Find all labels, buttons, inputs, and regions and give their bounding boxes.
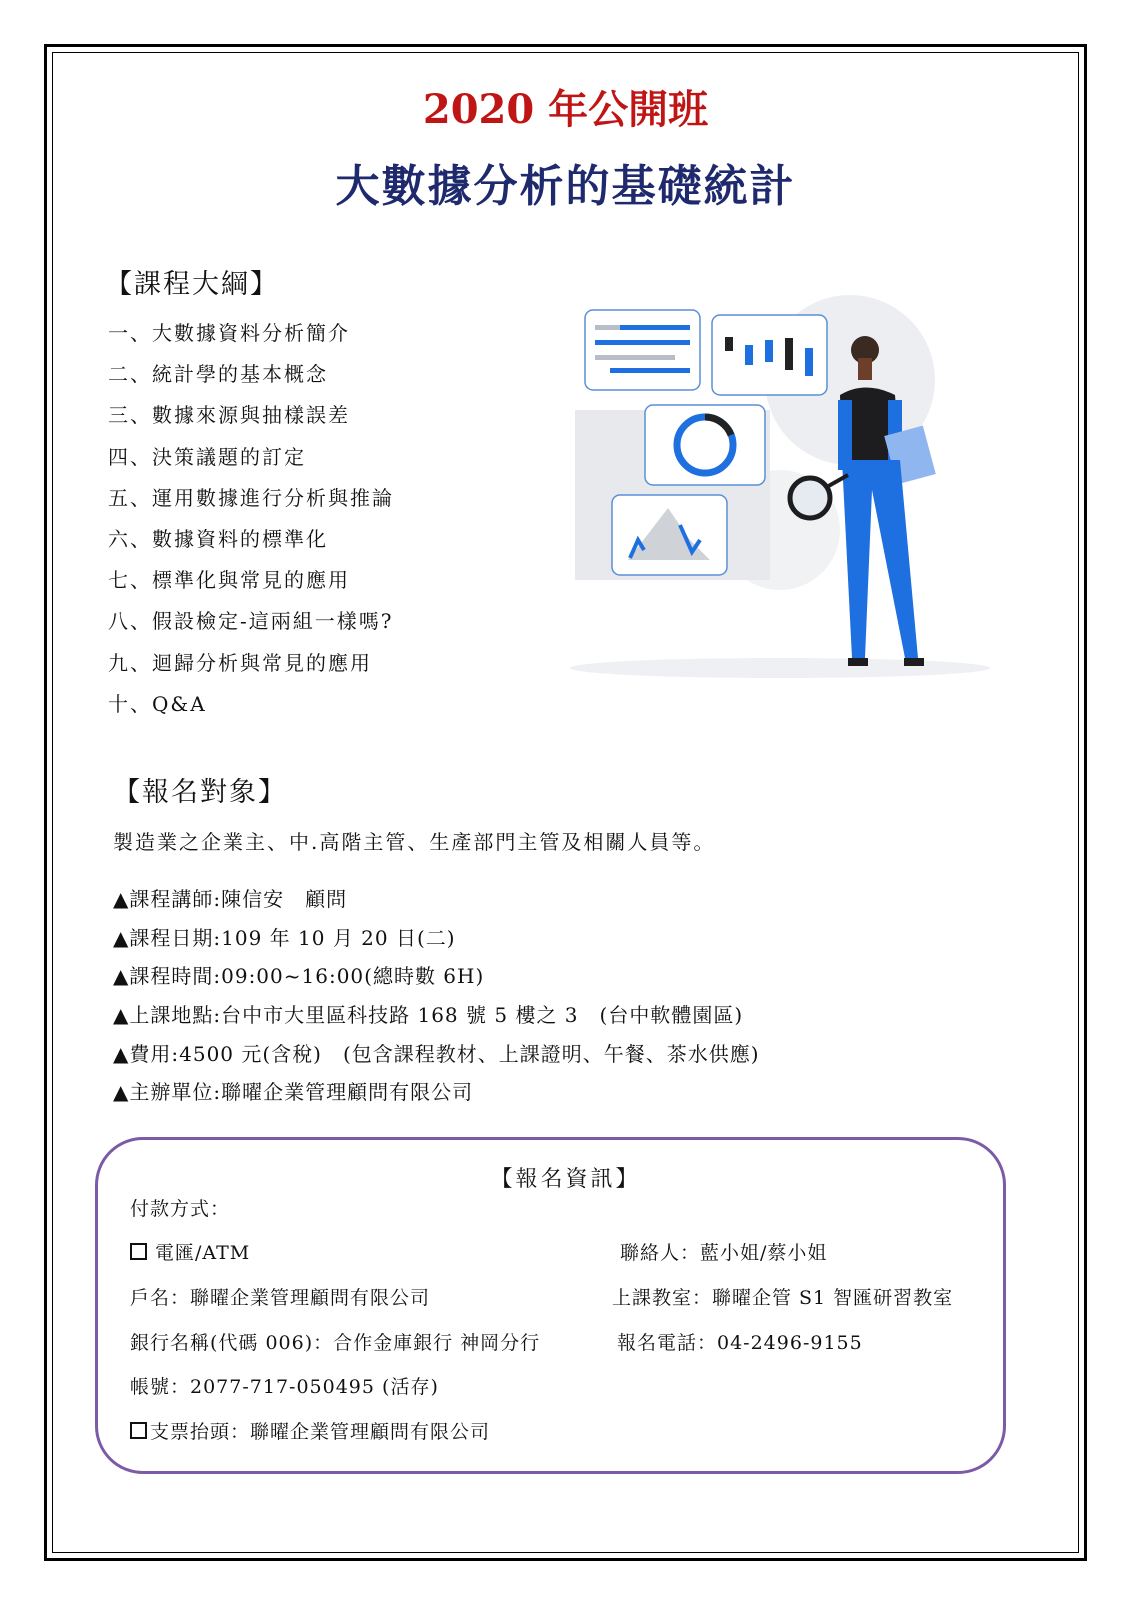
- checkbox-check[interactable]: [130, 1422, 147, 1439]
- target-audience-text: 製造業之企業主、中.高階主管、生產部門主管及相關人員等。: [113, 830, 716, 854]
- contact-person: 聯絡人：藍小姐/蔡小姐: [620, 1242, 828, 1264]
- option-check-label: 支票抬頭：聯曜企業管理顧問有限公司: [150, 1421, 491, 1443]
- outline-heading: 【課程大綱】: [105, 269, 279, 300]
- course-details-list: [113, 884, 760, 1116]
- detail-location: ▲上課地點:台中市大里區科技路 168 號 5 樓之 3 (台中軟體園區): [113, 1003, 744, 1028]
- outline-item: 二、統計學的基本概念: [108, 362, 328, 387]
- detail-date: ▲課程日期:109 年 10 月 20 日(二): [113, 925, 456, 950]
- course-title: 大數據分析的基礎統計: [335, 161, 796, 212]
- account-number: 帳號：2077-717-050495 (活存): [130, 1376, 439, 1398]
- year-title: 2020 年公開班: [422, 86, 709, 133]
- classroom: 上課教室：聯曜企管 S1 智匯研習教室: [612, 1287, 954, 1309]
- payment-label: 付款方式：: [130, 1198, 231, 1220]
- outline-item: 一、大數據資料分析簡介: [108, 321, 350, 345]
- detail-time: ▲課程時間:09:00~16:00(總時數 6H): [113, 964, 485, 989]
- outline-item: 九、迴歸分析與常見的應用: [108, 650, 372, 675]
- outline-item: 四、決策議題的訂定: [108, 444, 306, 469]
- detail-organizer: ▲主辦單位:聯曜企業管理顧問有限公司: [113, 1080, 474, 1105]
- outline-item: 六、數據資料的標準化: [108, 526, 328, 551]
- outline-item: 五、運用數據進行分析與推論: [108, 485, 394, 510]
- outline-item: 十、Q&A: [108, 691, 207, 716]
- account-name: 戶名：聯曜企業管理顧問有限公司: [130, 1287, 431, 1309]
- detail-fee: ▲費用:4500 元(含稅) (包含課程教材、上課證明、午餐、茶水供應): [113, 1041, 760, 1066]
- detail-instructor: ▲課程講師:陳信安 顧問: [113, 887, 348, 911]
- option-transfer[interactable]: [130, 1238, 250, 1265]
- option-check[interactable]: [130, 1417, 490, 1444]
- outline-item: 八、假設檢定-這兩組一樣嗎?: [108, 609, 394, 634]
- outline-item: 三、數據來源與抽樣誤差: [108, 403, 350, 428]
- option-transfer-label: 電匯/ATM: [155, 1242, 251, 1264]
- checkbox-transfer[interactable]: [130, 1243, 147, 1260]
- data-analyst-illustration: [520, 240, 1020, 740]
- target-heading: 【報名對象】: [113, 777, 287, 808]
- registration-phone: 報名電話：04-2496-9155: [617, 1332, 863, 1354]
- bank-name: 銀行名稱(代碼 006)：合作金庫銀行 神岡分行: [130, 1332, 541, 1354]
- registration-heading: 【報名資訊】: [490, 1167, 641, 1192]
- outline-list: [108, 318, 394, 730]
- outline-item: 七、標準化與常見的應用: [108, 568, 350, 593]
